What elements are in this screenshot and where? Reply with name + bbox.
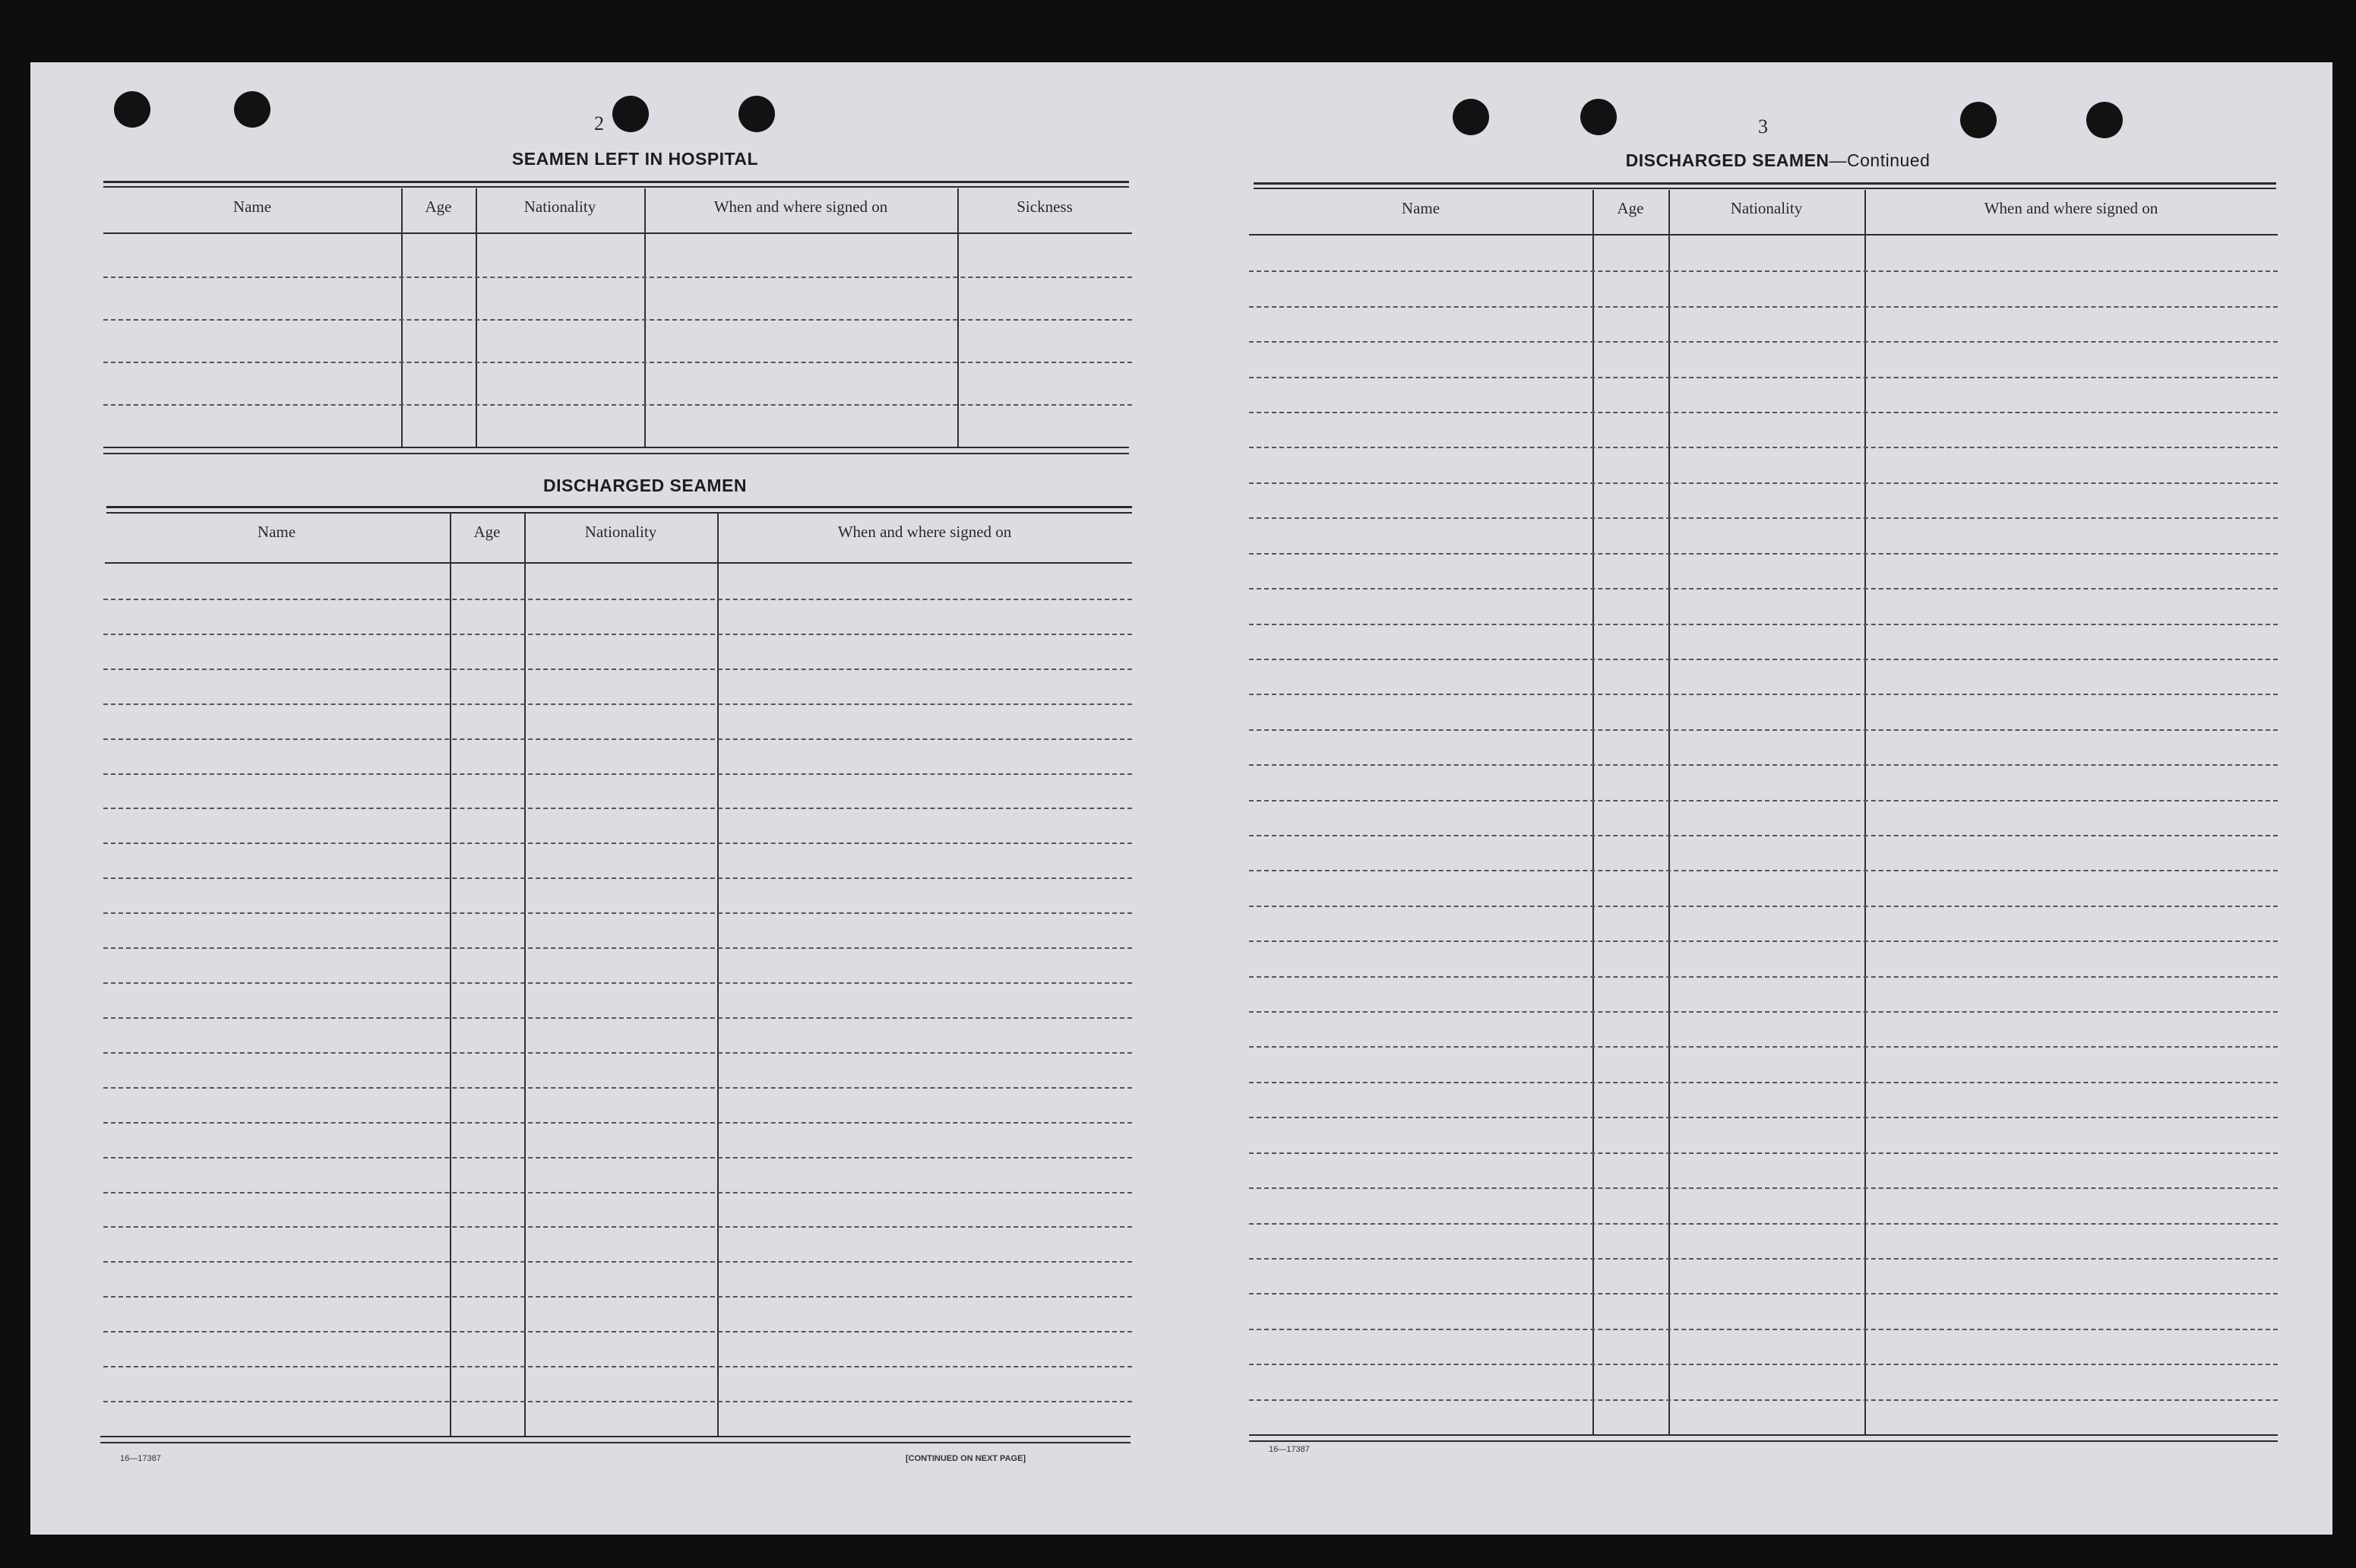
discharged-row-line (103, 1122, 1132, 1124)
discharged-row-line (103, 1331, 1132, 1332)
discharged-row-line (103, 634, 1132, 635)
right-row-line (1249, 341, 2278, 343)
discharged-row-line (103, 669, 1132, 670)
right-row-line (1249, 624, 2278, 625)
hospital-row-line (103, 319, 1132, 321)
continued-title-suffix: —Continued (1829, 150, 1931, 170)
right-bottom-rule (1249, 1434, 2278, 1436)
right-row-line (1249, 835, 2278, 836)
punch-hole (2086, 102, 2123, 138)
discharged-row-line (103, 1226, 1132, 1228)
right-header-when-and-where-signed-on: When and where signed on (1984, 199, 2158, 217)
discharged-row-line (103, 877, 1132, 879)
form-number-right: 16—17387 (1269, 1445, 1310, 1454)
hospital-row-line (103, 362, 1132, 363)
punch-hole (114, 91, 150, 128)
discharged-row-line (103, 1017, 1132, 1019)
hospital-header-name: Name (232, 198, 272, 216)
right-row-line (1249, 1293, 2278, 1295)
discharged-row-line (103, 842, 1132, 844)
hospital-section-title: SEAMEN LEFT IN HOSPITAL (511, 149, 759, 169)
discharged-row-line (103, 1401, 1132, 1402)
form-number-left: 16—17387 (120, 1454, 161, 1463)
right-row-line (1249, 377, 2278, 378)
punch-hole (612, 96, 649, 132)
right-row-line (1249, 1223, 2278, 1225)
right-row-line (1249, 976, 2278, 978)
right-row-line (1249, 1258, 2278, 1260)
right-top-rule (1254, 182, 2276, 185)
right-top-rule-2 (1254, 188, 2276, 189)
page-number-right: 3 (1758, 115, 1768, 138)
hospital-top-rule-2 (103, 186, 1129, 188)
right-bottom-rule-2 (1249, 1440, 2278, 1442)
punch-hole (1960, 102, 1997, 138)
right-header-name: Name (1401, 199, 1440, 217)
continued-note: [CONTINUED ON NEXT PAGE] (906, 1454, 1026, 1463)
page-number-left: 2 (594, 112, 604, 134)
hospital-column-divider (644, 188, 646, 447)
hospital-column-divider (957, 188, 959, 447)
hospital-column-divider (401, 188, 403, 447)
right-row-line (1249, 1329, 2278, 1330)
discharged-row-line (103, 703, 1132, 705)
discharged-row-line (103, 808, 1132, 809)
discharged-row-line (103, 1087, 1132, 1089)
right-row-line (1249, 306, 2278, 308)
right-row-line (1249, 588, 2278, 590)
discharged-row-line (103, 1366, 1132, 1367)
hospital-column-divider (476, 188, 477, 447)
right-row-line (1249, 1399, 2278, 1401)
right-row-line (1249, 412, 2278, 413)
hospital-top-rule (103, 181, 1129, 183)
right-row-line (1249, 1364, 2278, 1365)
discharged-row-line (103, 947, 1132, 949)
right-row-line (1249, 1117, 2278, 1118)
right-row-line (1249, 800, 2278, 801)
punch-hole (234, 91, 270, 128)
hospital-header-underline (103, 232, 1132, 234)
right-row-line (1249, 1011, 2278, 1013)
discharged-row-line (103, 599, 1132, 600)
right-row-line (1249, 447, 2278, 448)
right-header-nationality: Nationality (1730, 199, 1803, 217)
hospital-bottom-rule-2 (103, 453, 1129, 454)
document-sheet (30, 62, 2332, 1535)
right-row-line (1249, 764, 2278, 766)
hospital-header-when-and-where-signed-on: When and where signed on (713, 198, 888, 216)
right-row-line (1249, 906, 2278, 907)
discharged-top-rule (106, 506, 1132, 508)
right-header-age: Age (1617, 199, 1644, 217)
right-row-line (1249, 553, 2278, 555)
discharged-row-line (103, 912, 1132, 914)
punch-hole (738, 96, 775, 132)
right-row-line (1249, 270, 2278, 272)
discharged-header-name: Name (257, 523, 296, 541)
discharged-row-line (103, 1052, 1132, 1054)
discharged-row-line (103, 1192, 1132, 1193)
discharged-row-line (103, 1157, 1132, 1159)
right-row-line (1249, 729, 2278, 731)
right-row-line (1249, 1046, 2278, 1048)
hospital-bottom-rule (103, 447, 1129, 448)
hospital-header-nationality: Nationality (523, 198, 596, 216)
right-row-line (1249, 1152, 2278, 1154)
continued-title-main: DISCHARGED SEAMEN (1625, 150, 1829, 170)
right-row-line (1249, 870, 2278, 871)
discharged-section-title: DISCHARGED SEAMEN (543, 476, 747, 495)
discharged-bottom-rule-2 (100, 1442, 1131, 1443)
discharged-header-age: Age (473, 523, 501, 541)
right-row-line (1249, 517, 2278, 519)
discharged-top-rule-2 (106, 512, 1132, 514)
punch-hole (1453, 99, 1489, 135)
discharged-header-underline (105, 562, 1132, 564)
hospital-row-line (103, 404, 1132, 406)
discharged-bottom-rule (100, 1436, 1131, 1437)
discharged-header-when-and-where-signed-on: When and where signed on (837, 523, 1012, 541)
right-row-line (1249, 694, 2278, 695)
discharged-row-line (103, 982, 1132, 984)
hospital-header-age: Age (425, 198, 452, 216)
right-row-line (1249, 659, 2278, 660)
punch-hole (1580, 99, 1617, 135)
right-row-line (1249, 1187, 2278, 1189)
discharged-row-line (103, 773, 1132, 775)
right-row-line (1249, 482, 2278, 484)
hospital-row-line (103, 277, 1132, 278)
right-row-line (1249, 1082, 2278, 1083)
discharged-row-line (103, 738, 1132, 740)
right-row-line (1249, 940, 2278, 942)
right-header-underline (1249, 234, 2278, 236)
discharged-header-nationality: Nationality (584, 523, 657, 541)
discharged-row-line (103, 1261, 1132, 1263)
hospital-header-sickness: Sickness (1017, 198, 1073, 216)
continued-section-title (1261, 150, 2294, 171)
discharged-row-line (103, 1296, 1132, 1298)
